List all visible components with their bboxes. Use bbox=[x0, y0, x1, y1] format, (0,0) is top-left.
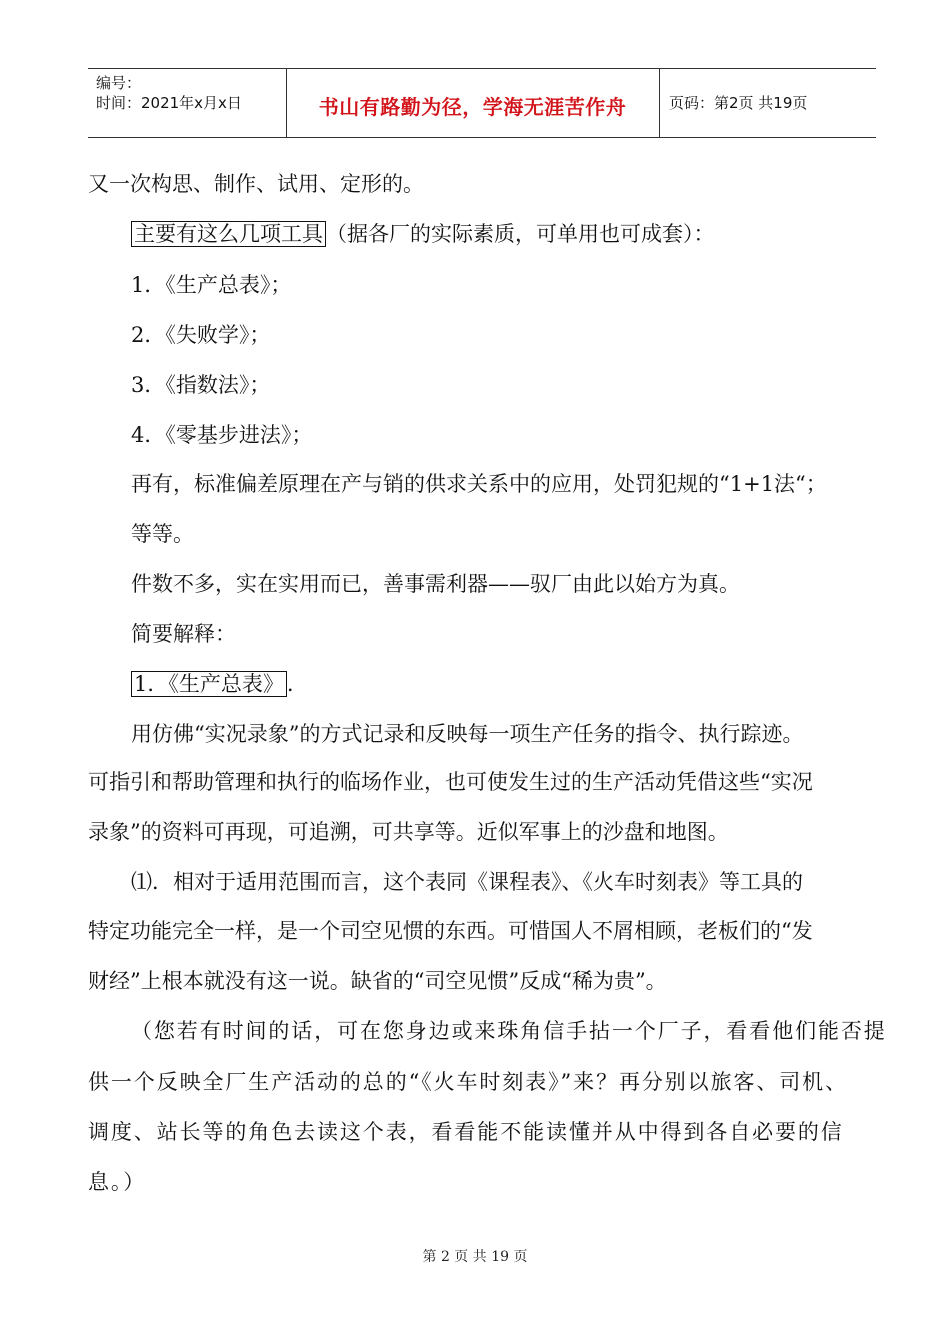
header-page-cell bbox=[659, 69, 876, 137]
body-line-8: 等等。 bbox=[131, 522, 194, 546]
body-line-7: 再有，标准偏差原理在产与销的供求关系中的应用，处罚犯规的“1+1法“； bbox=[131, 472, 827, 496]
header-meta-cell bbox=[88, 69, 287, 137]
section-heading-period: . bbox=[286, 672, 294, 696]
body-line-15: ⑴．相对于适用范围而言，这个表同《课程表》、《火车时刻表》等工具的 bbox=[131, 870, 803, 894]
header-motto: 书山有路勤为径，学海无涯苦作舟 bbox=[318, 95, 627, 119]
document-code-label: 编号： bbox=[96, 74, 142, 92]
body-line-9: 件数不多，实在实用而已，善事需利器——驭厂由此以始方为真。 bbox=[131, 572, 740, 596]
page-header bbox=[88, 68, 876, 138]
body-line-17: 财经”上根本就没有这一说。缺省的“司空见惯”反成“稀为贵”。 bbox=[88, 969, 667, 993]
body-line-21: 息。） bbox=[88, 1170, 147, 1194]
tools-intro-rest: （据各厂的实际素质，可单用也可成套）： bbox=[326, 222, 715, 246]
tool-item-4: 4．《零基步进法》； bbox=[131, 423, 313, 447]
body-line-14: 录象”的资料可再现，可追溯，可共享等。近似军事上的沙盘和地图。 bbox=[88, 820, 729, 844]
body-line-13: 可指引和帮助管理和执行的临场作业，也可使发生过的生产活动凭借这些“实况 bbox=[88, 770, 813, 794]
tool-item-2: 2．《失败学》； bbox=[131, 323, 271, 347]
header-motto-cell bbox=[286, 69, 660, 137]
page-footer-number: 第 2 页 共 19 页 bbox=[422, 1249, 528, 1265]
boxed-heading-tools: 主要有这么几项工具 bbox=[131, 221, 326, 247]
body-line-tools-intro bbox=[131, 220, 715, 248]
document-time-label: 时间：2021年x月x日 bbox=[96, 94, 242, 112]
tool-item-3: 3．《指数法》； bbox=[131, 373, 271, 397]
header-page-number: 页码：第2页 共19页 bbox=[669, 94, 808, 112]
body-line-1: 又一次构思、制作、试用、定形的。 bbox=[88, 172, 424, 196]
body-line-20: 调度、站长等的角色去读这个表，看看能不能读懂并从中得到各自必要的信 bbox=[88, 1120, 844, 1144]
tool-item-1: 1．《生产总表》； bbox=[131, 273, 292, 297]
body-line-10: 简要解释： bbox=[131, 622, 236, 646]
body-line-12: 用仿佛“实况录象”的方式记录和反映每一项生产任务的指令、执行踪迹。 bbox=[131, 722, 804, 746]
body-line-19: 供一个反映全厂生产活动的总的“《火车时刻表》”来？再分别以旅客、司机、 bbox=[88, 1070, 848, 1094]
boxed-heading-production-table: 1．《生产总表》 bbox=[131, 671, 287, 697]
body-line-16: 特定功能完全一样，是一个司空见惯的东西。可惜国人不屑相顾，老板们的“发 bbox=[88, 919, 813, 943]
body-line-18: （您若有时间的话，可在您身边或来珠角信手拈一个厂子，看看他们能否提 bbox=[131, 1019, 887, 1043]
section-heading-production-table bbox=[131, 670, 294, 698]
